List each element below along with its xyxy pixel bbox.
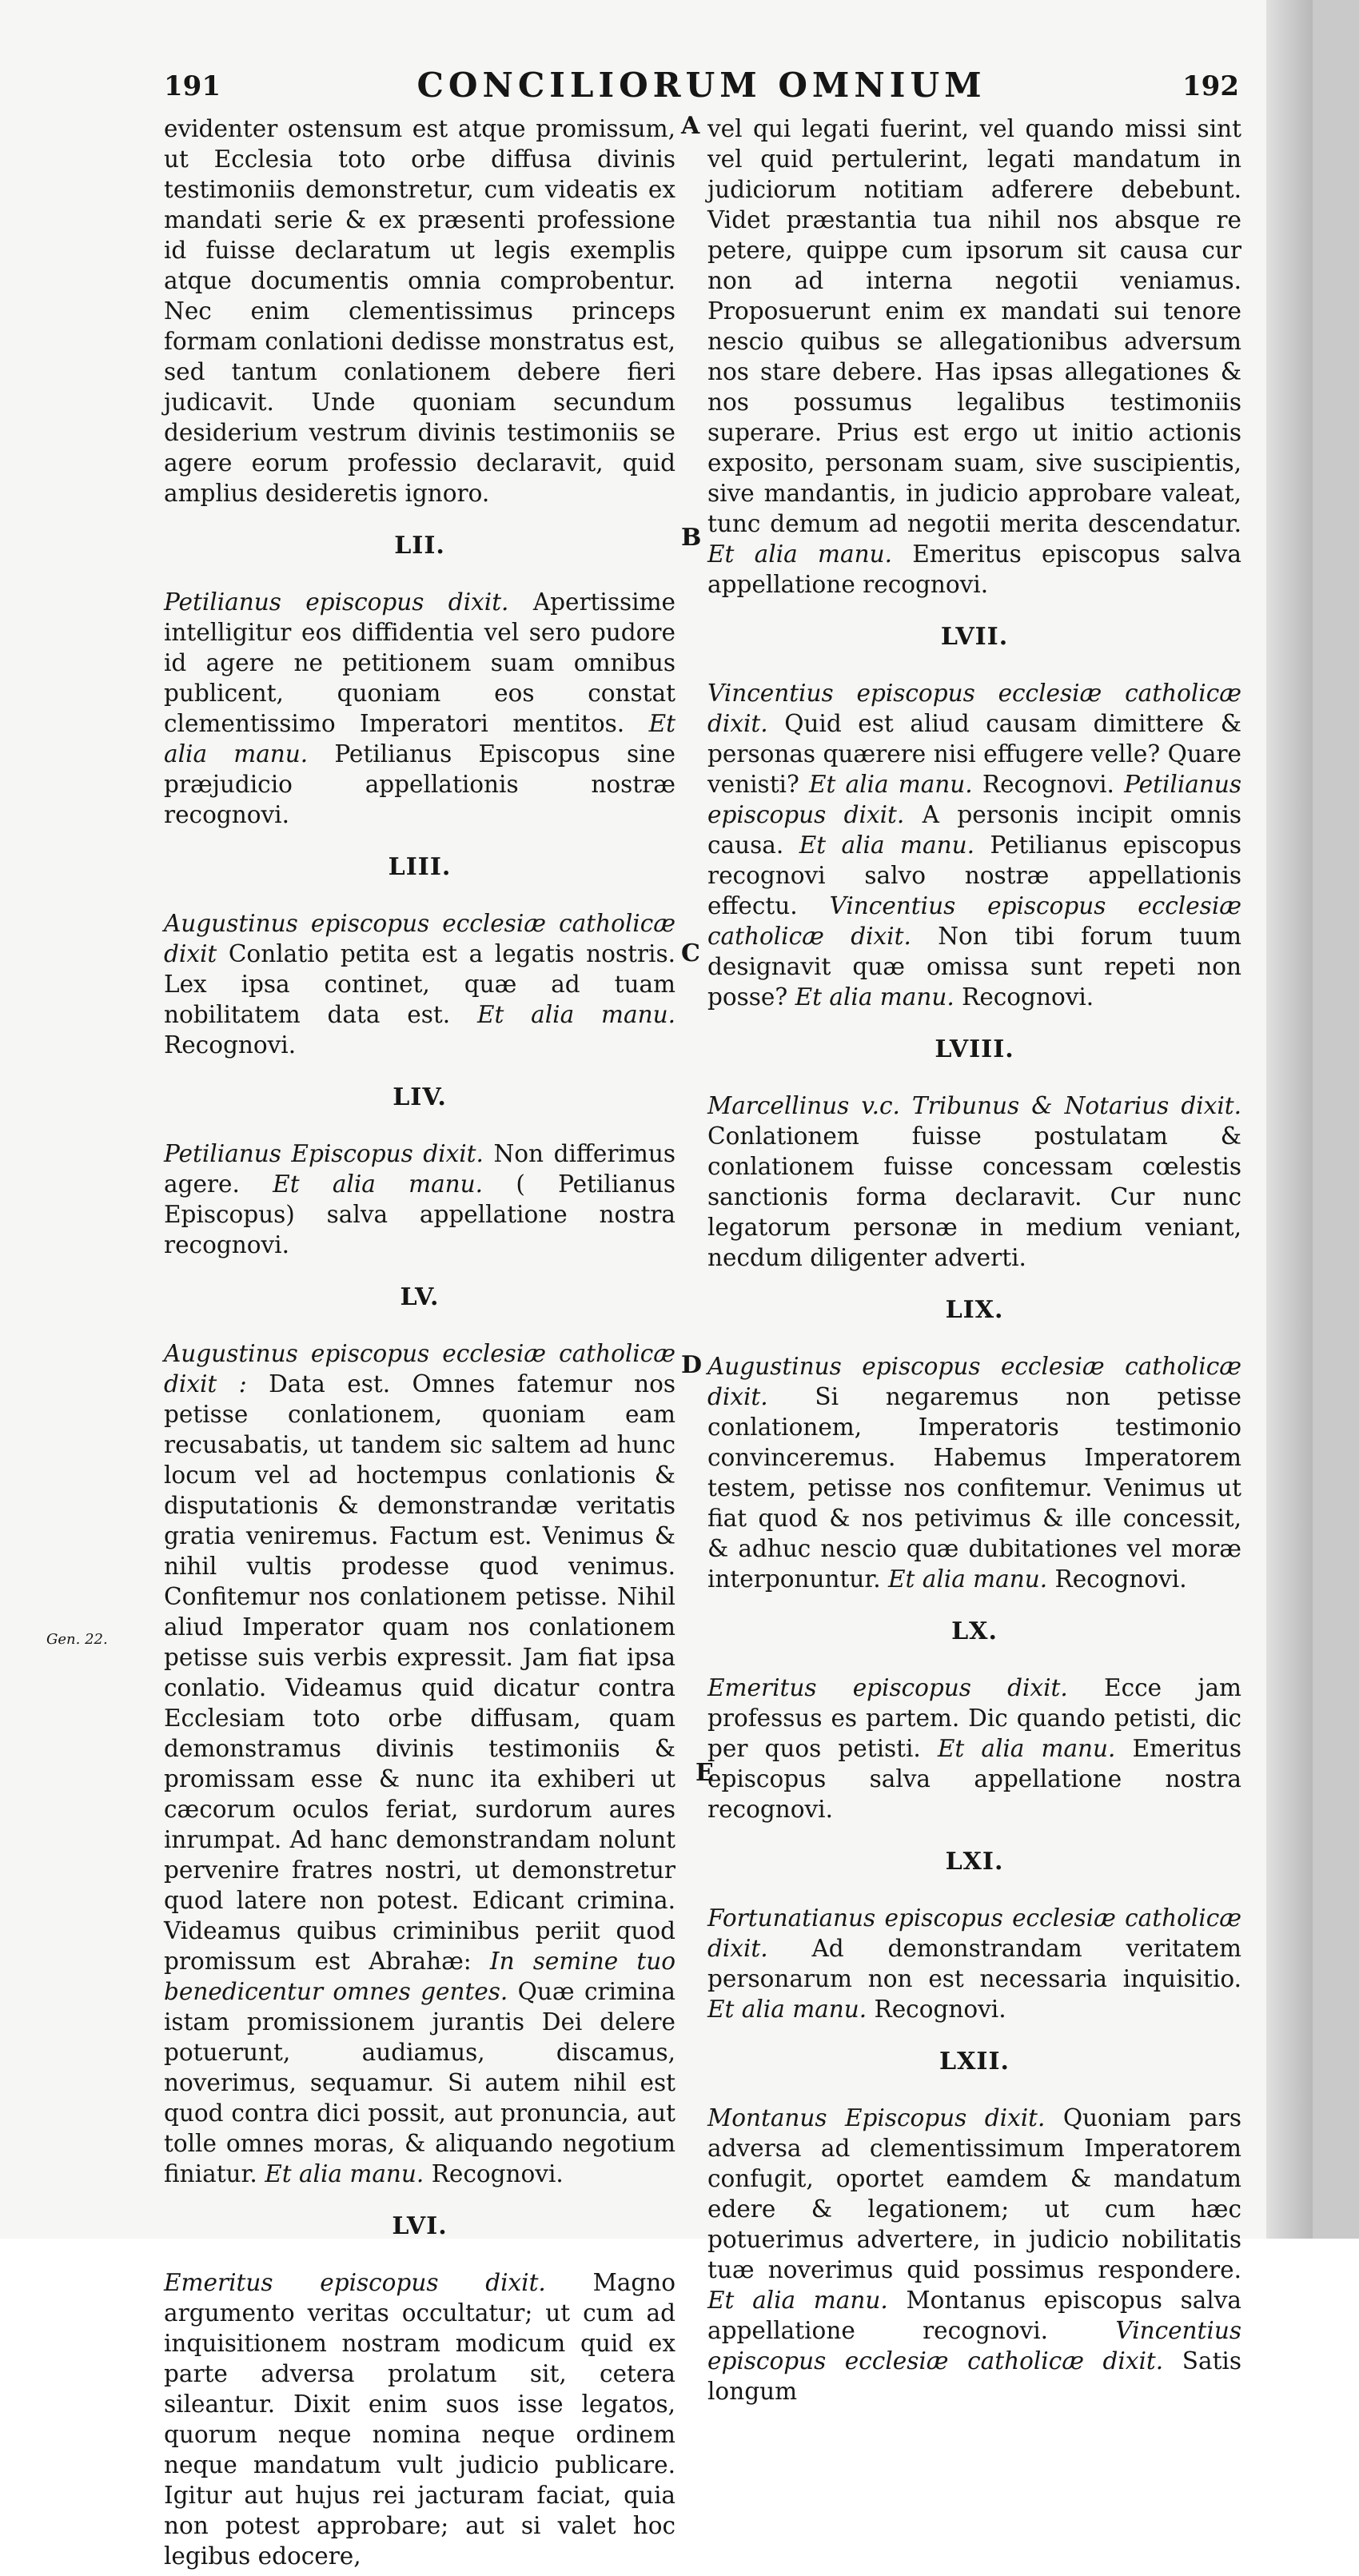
signature-note: Et alia manu. — [795, 983, 954, 1011]
binding-shadow — [1266, 0, 1313, 2239]
signature-note: Et alia manu. — [273, 1170, 484, 1198]
text: Montanus episcopus salva appellatione recognovi. — [707, 2287, 1241, 2344]
text: Recognovi. — [982, 771, 1114, 798]
signature-note: Et alia manu. — [707, 540, 892, 568]
section-number: LII. — [394, 532, 445, 560]
section-marker-b: B — [681, 524, 702, 552]
text: Petilianus episcopus recognovi salvo nostræ appellationis effectu. — [707, 831, 1241, 919]
speaker: Augustinus episcopus ecclesiæ catholicæ dixit. — [707, 1353, 1241, 1410]
speaker: Fortunatianus episcopus ecclesiæ catholicæ dixit. — [707, 1904, 1241, 1962]
text: Recognovi. — [164, 1031, 297, 1059]
paragraph — [707, 678, 1241, 1012]
signature-note: Et alia manu. — [799, 831, 974, 859]
paragraph — [707, 1903, 1241, 2024]
section-number: LIV. — [393, 1083, 447, 1111]
speaker: Petilianus episcopus dixit. — [707, 771, 1241, 828]
speaker: Vincentius episcopus ecclesiæ catholicæ dixit. — [707, 680, 1241, 737]
text: Non differimus agere. — [164, 1140, 676, 1198]
text: Non tibi forum tuum designavit quæ omissa sunt repeti non posse? — [707, 923, 1241, 1011]
paragraph — [707, 1091, 1241, 1273]
running-title: CONCILIORUM OMNIUM — [416, 66, 986, 105]
section-marker-c: C — [681, 939, 700, 967]
speaker: Vincentius episcopus ecclesiæ catholicæ dixit. — [707, 892, 1241, 950]
text: Emeritus episcopus salva appellatione nostra recognovi. — [707, 1735, 1241, 1823]
page-number-right: 192 — [1182, 70, 1239, 102]
signature-note: Et alia manu. — [164, 710, 676, 768]
speaker: Petilianus episcopus dixit. — [164, 588, 509, 616]
speaker: Emeritus episcopus dixit. — [164, 2269, 546, 2296]
running-header — [164, 66, 1239, 114]
text: ( Petilianus Episcopus) salva appellatione nostra recognovi. — [164, 1170, 676, 1258]
paragraph: evidenter ostensum est atque promissum, ut Ecclesia toto orbe diffusa divinis testimoniis demonstretur, cum videatis ex mandati serie & ex præsenti professione id fuisse declaratum ut legis exemplis atque documentis omnia comprobentur. Nec enim clementissimus princeps formam conlationi dedisse monstratus est, sed tantum conlationem debere fieri judicavit. Unde quoniam secundum desiderium vestrum divinis testimoniis se agere eorum professio declaravit, quid amplius desideretis ignoro. — [164, 115, 676, 507]
section-number: LIX. — [945, 1296, 1004, 1324]
section-number: LIII. — [388, 853, 452, 881]
speaker: Vincentius episcopus ecclesiæ catholicæ dixit. — [707, 2317, 1241, 2375]
speaker: Augustinus episcopus ecclesiæ catholicæ dixit — [164, 910, 676, 967]
paragraph — [707, 1673, 1241, 1824]
speaker: Petilianus Episcopus dixit. — [164, 1140, 484, 1167]
paragraph — [707, 114, 1241, 600]
section-number: LXII. — [939, 2048, 1010, 2076]
text: Recognovi. — [874, 1996, 1006, 2023]
text: Ecce jam professus es partem. Dic quando petisti, dic per quos petisti. — [707, 1674, 1241, 1762]
text: Apertissime intelligitur eos diffidentia vel sero pudore id agere ne petitionem suam omnibus publicent, quoniam eos constat clementissimo Imperatori mentitos. — [164, 588, 676, 737]
paragraph — [164, 1138, 676, 1260]
text: Conlationem fuisse postulatam & conlationem fuisse concessam cœlestis sanctionis forma declaravit. Cur nunc legatorum personæ in medium veniant, necdum diligenter adverti. — [707, 1123, 1241, 1271]
text: Petilianus Episcopus sine præjudicio appellationis nostræ recognovi. — [164, 740, 676, 828]
paragraph — [707, 2103, 1241, 2407]
text: Recognovi. — [431, 2160, 564, 2187]
text: vel qui legati fuerint, vel quando missi sint vel quid pertulerint, legati mandatum in judiciorum notitiam adferere debebunt. Videt præstantia tua nihil nos absque re petere, quippe cum ipsorum sit causa cur non ad interna negotii veniamus. Proposuerunt enim ex mandati sui tenore nescio quibus se allegationibus adversum nos stare debere. Has ipsas allegationes & nos possumus legalibus testimoniis superare. Prius est ergo ut initio actionis exposito, personam suam, sive suscipientis, sive mandantis, in judicio approbare valeat, tunc demum ad negotii merita descendatur. — [707, 115, 1241, 537]
section-marker-d: D — [681, 1351, 703, 1379]
section-marker-a: A — [681, 112, 700, 140]
paragraph — [164, 1338, 676, 2189]
section-marker-e: E — [695, 1759, 714, 1787]
section-number: LV. — [400, 1283, 440, 1311]
section-number: LVIII. — [935, 1035, 1014, 1063]
page-number-left: 191 — [164, 70, 221, 102]
text: Recognovi. — [962, 983, 1094, 1011]
speaker: Augustinus episcopus ecclesiæ catholicæ dixit : — [164, 1340, 676, 1398]
section-number: LVI. — [392, 2212, 448, 2240]
paragraph — [164, 2267, 676, 2571]
paragraph — [164, 587, 676, 830]
section-number: LVII. — [940, 623, 1009, 651]
signature-note: Et alia manu. — [707, 1996, 867, 2023]
signature-note: Et alia manu. — [707, 2287, 888, 2314]
speaker: Marcellinus v.c. Tribunus & Notarius dixit. — [707, 1092, 1241, 1119]
section-number: LXI. — [945, 1848, 1004, 1876]
speaker: Emeritus episcopus dixit. — [707, 1674, 1068, 1701]
text: Recognovi. — [1054, 1565, 1187, 1593]
text: Satis longum — [707, 2347, 1241, 2405]
signature-note: Et alia manu. — [808, 771, 973, 798]
text: Conlatio petita est a legatis nostris. Lex ipsa continet, quæ ad tuam nobilitatem data est. — [164, 940, 676, 1028]
signature-note: Et alia manu. — [265, 2160, 424, 2187]
left-column — [164, 114, 676, 2576]
text: Quid est aliud causam dimittere & personas quærere nisi effugere velle? Quare venisti? — [707, 710, 1241, 798]
text: Quæ crimina istam promissionem jurantis Dei delere potuerunt, audiamus, discamus, noverimus, sequamur. Si autem nihil est quod contra dici possit, aut pronuncia, aut tolle omnes moras, & aliquando negotium finiatur. — [164, 1978, 676, 2187]
text: Quoniam pars adversa ad clementissimum Imperatorem confugit, oportet eamdem & mandatum edere & legationem; ut cum hæc potuerimus advertere, in judicio nobilitatis tuæ noverimus quid possimus respondere. — [707, 2104, 1241, 2283]
paragraph — [707, 1351, 1241, 1594]
signature-note: Et alia manu. — [887, 1565, 1048, 1593]
paragraph — [164, 908, 676, 1060]
text: Data est. Omnes fatemur nos petisse conlationem, quoniam eam recusabatis, ut tandem sic saltem ad hunc locum vel ad hoctempus conlationis & disputationis & demonstrandæ veritatis gratia veniremus. Factum est. Venimus & nihil vultis prodesse quod venimus. Confitemur nos conlationem petisse. Nihil aliud Imperator quam nos conlationem petisse suis verbis expressit. Jam fiat ipsa conlatio. Videamus quid dicatur contra Ecclesiam toto orbe diffusam, quam demonstramus divinis testimoniis & promissam esse & nunc ita exhiberi ut cæcorum oculos feriat, surdorum aures inrumpat. Ad hanc demonstrandam nolunt pervenire fratres nostri, ut demonstretur quod latere non potest. Edicant crimina. Videamus quibus criminibus periit quod promissum est Abrahæ: — [164, 1370, 676, 1975]
text: Si negaremus non petisse conlationem, Imperatoris testimonio convinceremus. Habemus Imperatorem testem, petisse nos confitemur. Venimus ut fiat quod & nos petivimus & ille concessit, & adhuc nescio quæ dubitationes vel moræ interponuntur. — [707, 1383, 1241, 1593]
text: Ad demonstrandam veritatem personarum non est necessaria inquisitio. — [707, 1935, 1241, 1992]
text: Magno argumento veritas occultatur; ut cum ad inquisitionem nostram modicum quid ex parte adversa prolatum sit, cetera sileantur. Dixit enim suos isse legatos, quorum neque nomina neque ordinem neque mandatum vult judicio publicare. Igitur aut hujus rei jacturam faciat, quia non potest approbare; aut si valet hoc legibus edocere, — [164, 2269, 676, 2570]
right-column — [707, 114, 1241, 2411]
signature-note: Et alia manu. — [476, 1001, 676, 1028]
scripture-quote: In semine tuo benedicentur omnes gentes. — [164, 1948, 676, 2005]
text: A personis incipit omnis causa. — [707, 801, 1241, 859]
signature-note: Et alia manu. — [937, 1735, 1116, 1762]
text: Emeritus episcopus salva appellatione recognovi. — [707, 540, 1241, 598]
margin-note: Gen. 22. — [46, 1631, 108, 1648]
speaker: Montanus Episcopus dixit. — [707, 2104, 1046, 2131]
section-number: LX. — [951, 1617, 998, 1645]
